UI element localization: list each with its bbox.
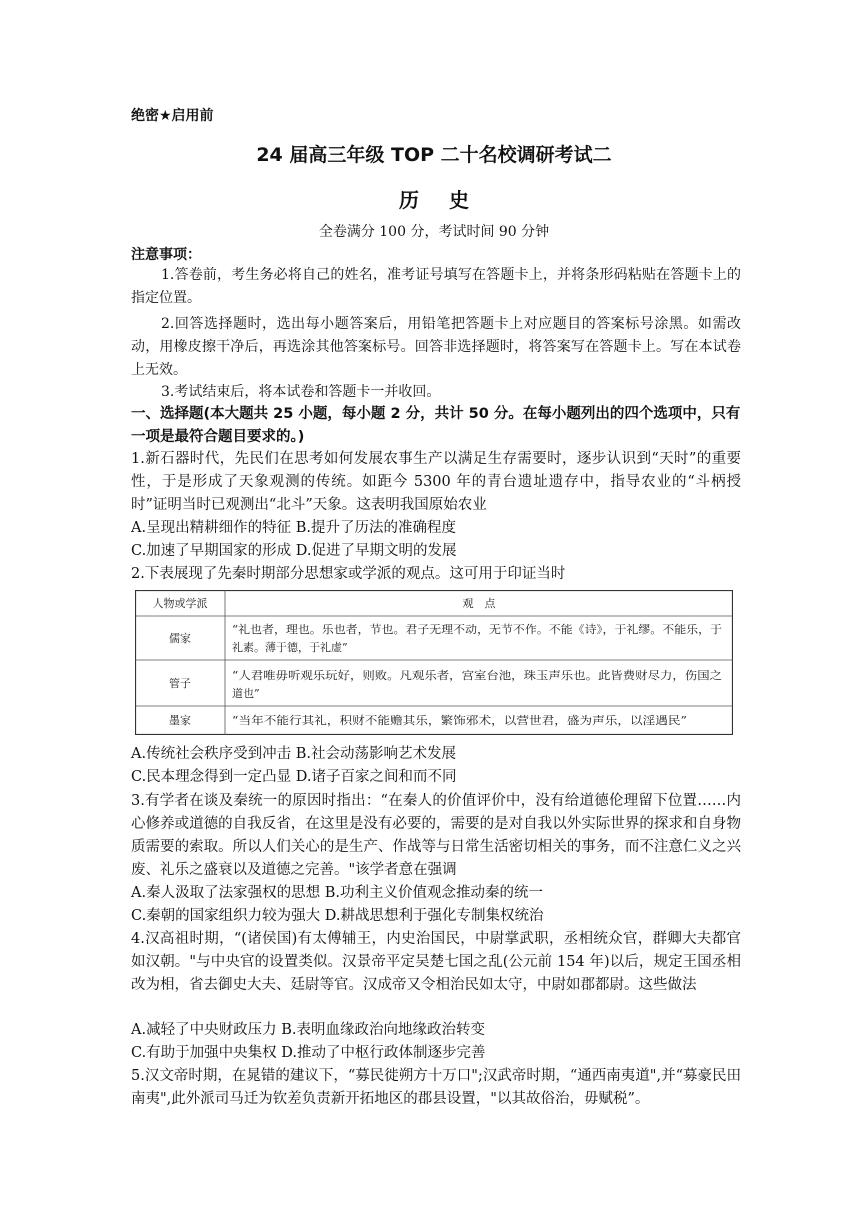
question-4-stem: 4.汉高祖时期，“(诸侯国)有太傅辅王，内史治国民，中尉掌武职，丞相统众官，群卿大夫都官如汉朝。"与中央官的设置类似。汉景帝平定吴楚七国之乱(公元前 154 年)以后，规定王国丞相改为相，省去御史大夫、廷尉等官。汉成帝又令相治民如太守，中尉如郡都尉。这些做法 <box>131 931 741 993</box>
notice-heading: 注意事项： <box>131 247 201 263</box>
question-3-options-cd: C.秦朝的国家组织力较为强大 D.耕战思想利于强化专制集权统治 <box>131 908 544 924</box>
table-row-3-who: 墨家 <box>169 714 191 727</box>
score-time-line: 全卷满分 100 分，考试时间 90 分钟 <box>318 224 550 240</box>
table-row-2-view-2: 道也” <box>232 687 260 700</box>
notice-item-3: 3.考试结束后，将本试卷和答题卡一并收回。 <box>161 384 441 400</box>
question-1-options-ab: A.呈现出精耕细作的特征 B.提升了历法的准确程度 <box>131 520 456 536</box>
subject-title: 历史 <box>399 188 499 212</box>
question-4-options-cd: C.有助于加强中央集权 D.推动了中枢行政体制逐步完善 <box>131 1045 486 1061</box>
notice-item-1: 1.答卷前，考生务必将自己的姓名，准考证号填写在答题卡上，并将条形码粘贴在答题卡上的指定位置。 <box>131 267 741 306</box>
question-2-options-cd: C.民本理念得到一定凸显 D.诸子百家之间和而不同 <box>131 769 457 785</box>
confidential-label: 绝密★启用前 <box>131 108 214 124</box>
table-row-2-who: 管子 <box>169 677 191 690</box>
table-row-2-view-1: “人君唯毋听观乐玩好，则败。凡观乐者，宫室台池，珠玉声乐也。此皆费财尽力，伤国之 <box>232 669 667 682</box>
section-heading: 一、选择题(本大题共 25 小题，每小题 2 分，共计 50 分。在每小题列出的四个选项中，只有一项是最符合题目要求的。) <box>131 406 741 445</box>
question-3-stem: 3.有学者在谈及秦统一的原因时指出：“在秦人的价值评价中，没有给道德伦理留下位置……内心修养或道德的自我反省，在这里是没有必要的，需要的是对自我以外实际世界的探求和自身物质需要的索取。所以人们关心的是生产、作战等与日常生活密切相关的事务，而不注意仁义之兴废、礼乐之盛衰以及道德之完善。"该学者意在强调 <box>131 793 741 878</box>
table-row-3-view-1: “当年不能行其礼，积财不能赡其乐，繁饰邪术，以营世君，盛为声乐，以淫遇民” <box>232 714 629 727</box>
table-row-1-view-1: “礼也者，理也。乐也者，节也。君子无理不动，无节不作。不能《诗》，于礼缪。不能乐，于 <box>232 623 684 636</box>
table-row-1-who: 儒家 <box>169 632 191 645</box>
question-4-options-ab: A.减轻了中央财政压力 B.表明血缘政治向地缘政治转变 <box>131 1022 485 1038</box>
table-header-who: 人物或学派 <box>152 597 208 610</box>
table-row-1-view-2: 礼素。薄于德，于礼虚” <box>232 641 348 654</box>
thinkers-table <box>135 590 733 735</box>
question-1-options-cd: C.加速了早期国家的形成 D.促进了早期文明的发展 <box>131 543 457 559</box>
exam-title: 24 届高三年级 TOP 二十名校调研考试二 <box>256 144 612 166</box>
notice-item-2: 2.回答选择题时，选出每小题答案后，用铅笔把答题卡上对应题目的答案标号涂黑。如需改动，用橡皮擦干净后，再选涂其他答案标号。回答非选择题时，将答案写在答题卡上。写在本试卷上无效。 <box>131 316 741 378</box>
question-3-options-ab: A.秦人汲取了法家强权的思想 B.功利主义价值观念推动秦的统一 <box>131 885 543 901</box>
question-2-stem: 2.下表展现了先秦时期部分思想家或学派的观点。这可用于印证当时 <box>131 566 566 582</box>
question-5-stem: 5.汉文帝时期，在晁错的建议下，“募民徙朔方十万口";汉武帝时期，“通西南夷道",并“募豪民田南夷",此外派司马迁为钦差负责新开拓地区的郡县设置，"以其故俗治，毋赋税”。 <box>131 1068 741 1107</box>
table-header-view: 观 点 <box>462 597 496 610</box>
question-1-stem: 1.新石器时代，先民们在思考如何发展农事生产以满足生存需要时，逐步认识到“天时”的重要性，于是形成了天象观测的传统。如距今 5300 年的青台遗址遗存中，指导农业的“斗柄授时”证明当时已观测出“北斗”天象。这表明我国原始农业 <box>131 451 741 513</box>
question-2-options-ab: A.传统社会秩序受到冲击 B.社会动荡影响艺术发展 <box>131 746 456 762</box>
